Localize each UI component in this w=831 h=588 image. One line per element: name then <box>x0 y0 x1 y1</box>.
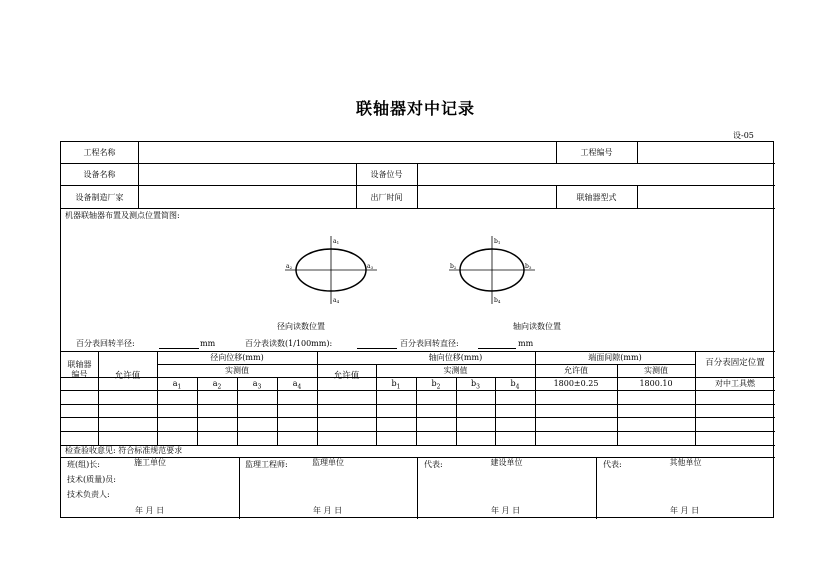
quality-tech-label: 技术(质量)员: <box>67 475 116 484</box>
point-a3-label: a3 <box>367 263 374 270</box>
coupling-no-header: 联轴器 <box>67 360 92 369</box>
gap-measured-header: 实测值 <box>644 366 668 375</box>
col-b4: $b_4$ <box>510 379 520 391</box>
col-a2: $a_2$ <box>212 379 222 391</box>
point-b4-label: b4 <box>494 297 501 304</box>
other-date: 年 月 日 <box>670 506 700 515</box>
construction-unit-header: 施工单位 <box>134 458 166 467</box>
other-unit-header: 其他单位 <box>669 458 702 467</box>
supervision-unit-header: 监理单位 <box>312 458 344 467</box>
coupling-type-label: 联轴器型式 <box>576 193 617 202</box>
project-name-field[interactable] <box>139 143 556 163</box>
gap-measured-value: 1800.10 <box>639 379 673 388</box>
row-divider <box>61 377 775 378</box>
team-leader-label: 班(组)长: <box>67 460 100 469</box>
row-divider <box>61 351 775 352</box>
gap-allow-header: 允许值 <box>564 366 588 375</box>
project-name-label: 工程名称 <box>83 148 116 157</box>
dial-radius-label: 百分表回转半径: <box>76 339 135 348</box>
dial-diameter-unit: mm <box>518 339 534 348</box>
point-a2-label: a2 <box>286 263 293 270</box>
col-divider <box>98 351 99 445</box>
radial-header: 径向位移(mm) <box>210 353 264 362</box>
axial-header: 轴向位移(mm) <box>428 353 483 362</box>
col-a4: $a_4$ <box>292 379 302 391</box>
factory-date-label: 出厂时间 <box>370 193 403 202</box>
col-b1: $b_1$ <box>391 379 401 391</box>
factory-date-field[interactable] <box>418 187 556 207</box>
row-divider <box>61 185 775 186</box>
dial-radius-blank[interactable] <box>159 348 199 349</box>
radial-diagram <box>281 230 441 310</box>
supervisor-label: 监理工程师: <box>245 460 288 469</box>
document-number: 设-05 <box>733 131 754 140</box>
gap-allow-value: 1800±0.25 <box>553 379 599 388</box>
axial-diagram <box>445 230 605 310</box>
tech-lead-label: 技术负责人: <box>67 490 110 499</box>
equipment-pos-field[interactable] <box>418 165 774 185</box>
axial-caption: 轴向读数位置 <box>513 322 561 331</box>
fixing-value: 对中工具燃 <box>715 379 755 388</box>
equipment-name-label: 设备名称 <box>83 170 116 179</box>
point-a1-label: a1 <box>333 238 340 245</box>
point-b1-label: b1 <box>494 238 501 245</box>
point-a4-label: a4 <box>333 297 340 304</box>
radial-measured-header: 实测值 <box>225 366 249 375</box>
coupling-no-header: 编号 <box>71 370 88 379</box>
gap-header: 端面间隙(mm) <box>588 353 642 362</box>
manufacturer-field[interactable] <box>139 187 356 207</box>
point-b2-label: b2 <box>450 263 457 270</box>
axial-measured-header: 实测值 <box>443 366 468 375</box>
construction-date: 年 月 日 <box>135 506 165 515</box>
supervision-date: 年 月 日 <box>313 506 343 515</box>
equipment-name-field[interactable] <box>139 165 356 185</box>
col-divider <box>317 351 318 445</box>
row-divider <box>61 404 775 405</box>
coupling-type-field[interactable] <box>638 187 774 207</box>
diagram-heading: 机器联轴器布置及测点位置简图: <box>65 211 180 220</box>
col-b2: $b_2$ <box>431 379 441 391</box>
row-divider <box>61 163 775 164</box>
axial-allow-header: 允许值 <box>333 371 360 381</box>
fixing-header: 百分表固定位置 <box>705 358 765 368</box>
record-form <box>60 141 774 518</box>
page-title: 联轴器对中记录 <box>355 99 475 118</box>
dial-reading-label: 百分表读数(1/100mm): <box>245 339 333 348</box>
col-a3: $a_3$ <box>252 379 262 391</box>
col-divider <box>617 364 618 445</box>
dial-diameter-blank[interactable] <box>478 348 516 349</box>
other-rep-label: 代表: <box>603 460 622 469</box>
col-b3: $b_3$ <box>471 379 480 391</box>
dial-reading-blank[interactable] <box>357 348 397 349</box>
radial-caption: 径向读数位置 <box>277 322 325 331</box>
row-divider <box>61 417 775 418</box>
radial-allow-header: 允许值 <box>114 371 141 381</box>
owner-unit-header: 建设单位 <box>490 458 523 467</box>
dial-radius-unit: mm <box>200 339 216 348</box>
project-no-label: 工程编号 <box>580 148 613 157</box>
inspection-opinion: 检查验收意见: 符合标准规范要求 <box>65 446 183 455</box>
equipment-pos-label: 设备位号 <box>370 170 403 179</box>
owner-date: 年 月 日 <box>491 506 521 515</box>
dial-diameter-label: 百分表回转直径: <box>400 339 459 348</box>
col-a1: $a_1$ <box>172 379 182 391</box>
row-divider <box>61 431 775 432</box>
manufacturer-label: 设备制造厂家 <box>75 193 124 202</box>
col-divider <box>376 364 377 445</box>
point-b3-label: b3 <box>525 263 532 270</box>
owner-rep-label: 代表: <box>424 460 443 469</box>
project-no-field[interactable] <box>638 143 774 163</box>
row-divider <box>61 208 775 209</box>
row-divider <box>157 364 695 365</box>
